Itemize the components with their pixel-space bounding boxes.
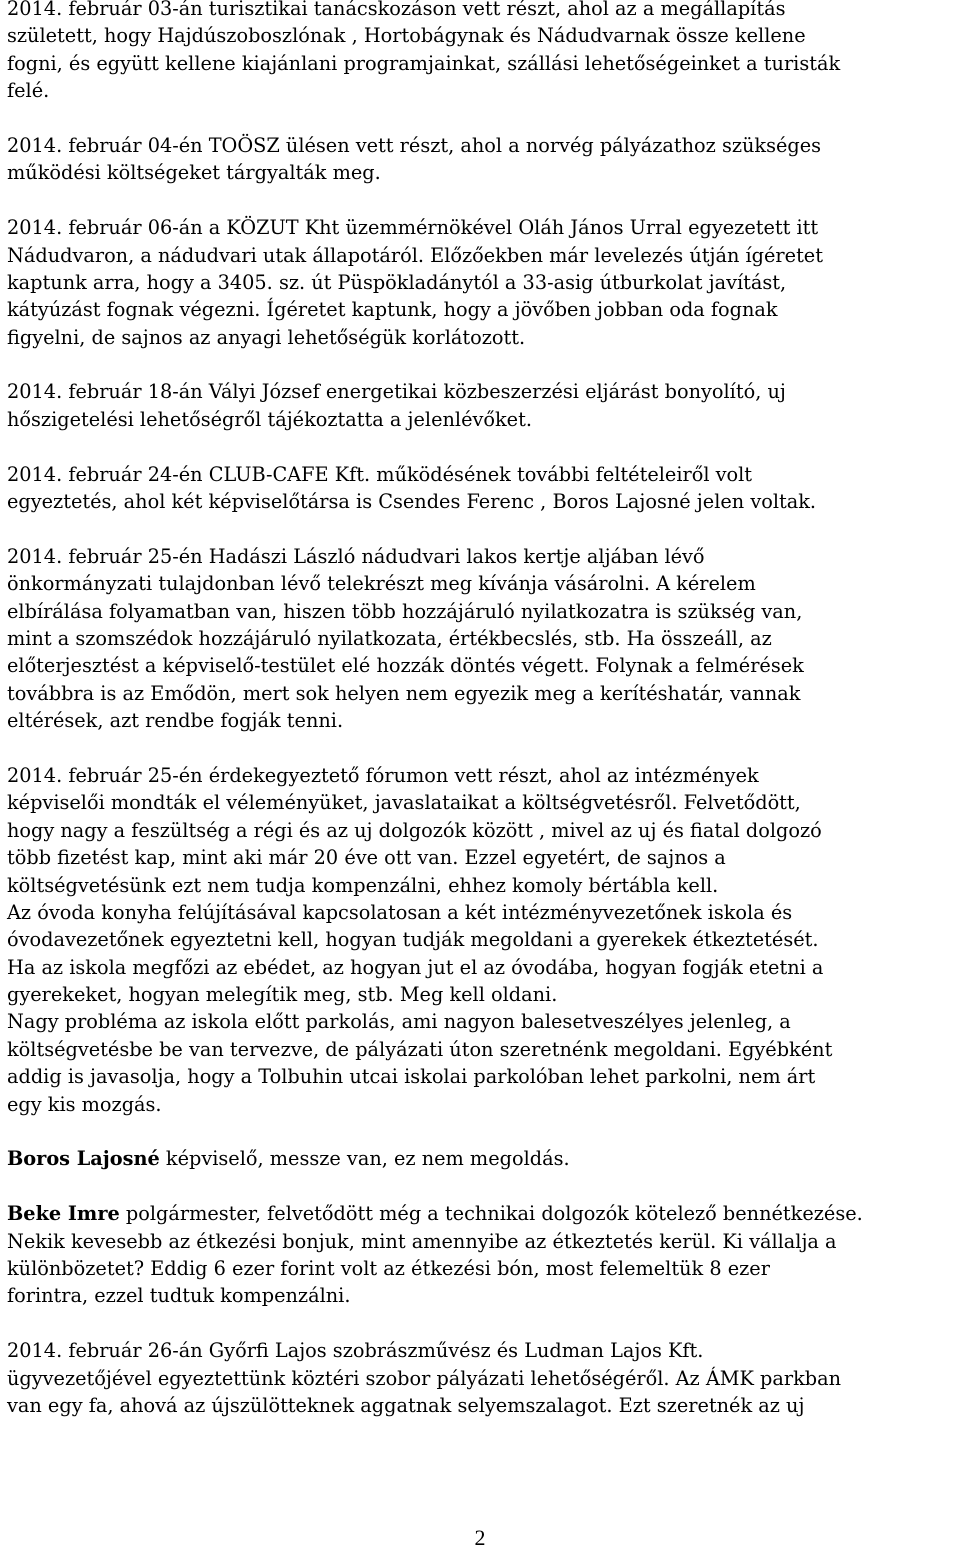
text-line: figyelni, de sajnos az anyagi lehetőségük korlátozott. (7, 325, 526, 349)
speaker-name: Boros Lajosné (7, 1147, 160, 1171)
paragraph-spacer (7, 735, 953, 762)
paragraph-spacer (7, 187, 953, 214)
paragraph-szobor (7, 1337, 953, 1419)
text-line: Nagy probléma az iskola előtt parkolás, ami nagyon balesetveszélyes jelenleg, a (7, 1010, 791, 1034)
paragraph-toosz (7, 132, 953, 187)
speaker-text: képviselő, messze van, ez nem megoldás. (159, 1147, 570, 1171)
text-line: 2014. február 03-án turisztikai tanácskozáson vett részt, ahol az a megállapítás (7, 0, 786, 20)
text-line: 2014. február 25-én érdekegyeztető fórumon vett részt, ahol az intézmények (7, 763, 759, 787)
text-line: önkormányzati tulajdonban lévő telekrészt meg kívánja vásárolni. A kérelem (7, 572, 756, 596)
text-line: egy kis mozgás. (7, 1092, 162, 1116)
text-line: Ha az iskola megfőzi az ebédet, az hogyan jut el az óvodába, hogyan fogják etetni a (7, 955, 824, 979)
paragraph-spacer (7, 105, 953, 132)
paragraph-hadaszi (7, 543, 953, 735)
text-line: addig is javasolja, hogy a Tolbuhin utcai iskolai parkolóban lehet parkolni, nem árt (7, 1065, 816, 1089)
text-line (7, 1145, 953, 1172)
paragraph-kozut (7, 214, 953, 351)
text-line: 2014. február 24-én CLUB-CAFE Kft. működésének további feltételeiről volt (7, 462, 753, 486)
text-line: Nádudvaron, a nádudvari utak állapotáról. Előzőekben már levelezés útján ígéretet (7, 243, 823, 267)
text-line: született, hogy Hajdúszoboszlónak , Hortobágynak és Nádudvarnak össze kellene (7, 24, 806, 48)
text-line: mint a szomszédok hozzájáruló nyilatkozata, értékbecslés, stb. Ha összeáll, az (7, 626, 772, 650)
text-line: működési költségeket tárgyalták meg. (7, 161, 381, 185)
text-line: továbbra is az Emődön, mert sok helyen nem egyezik meg a kerítéshatár, vannak (7, 681, 801, 705)
speaker-name: Beke Imre (7, 1202, 120, 1226)
paragraph-club-cafe (7, 461, 953, 516)
text-line: költségvetésbe be van tervezve, de pályázati úton szeretnénk megoldani. Egyébként (7, 1037, 833, 1061)
text-line: költségvetésünk ezt nem tudja kompenzálni, ehhez komoly bértábla kell. (7, 873, 719, 897)
text-line: egyeztetés, ahol két képviselőtársa is Csendes Ferenc , Boros Lajosné jelen voltak. (7, 490, 817, 514)
text-line: képviselői mondták el véleményüket, javaslataikat a költségvetésről. Felvetődött, (7, 791, 801, 815)
paragraph-beke (7, 1200, 953, 1310)
text-line: 2014. február 26-án Győrfi Lajos szobrászművész és Ludman Lajos Kft. (7, 1339, 704, 1363)
text-line: felé. (7, 79, 50, 103)
paragraph-boros (7, 1145, 953, 1172)
text-line: 2014. február 25-én Hadászi László nádudvari lakos kertje aljában lévő (7, 544, 705, 568)
text-line: több fizetést kap, mint aki már 20 éve ott van. Ezzel egyetért, de sajnos a (7, 846, 726, 870)
text-line: hogy nagy a feszültség a régi és az uj dolgozók között , mivel az uj és fiatal dolgozó (7, 818, 822, 842)
text-line: forintra, ezzel tudtuk kompenzálni. (7, 1284, 351, 1308)
text-line: 2014. február 04-én TOÖSZ ülésen vett részt, ahol a norvég pályázathoz szükséges (7, 133, 822, 157)
paragraph-spacer (7, 1173, 953, 1200)
paragraph-energetikai (7, 378, 953, 433)
paragraph-spacer (7, 1118, 953, 1145)
text-line: Az óvoda konyha felújításával kapcsolatosan a két intézményvezetőnek iskola és (7, 900, 793, 924)
text-line: kátyúzást fognak végezni. Ígéretet kaptunk, hogy a jövőben jobban oda fognak (7, 298, 778, 322)
paragraph-forum (7, 762, 953, 1118)
text-line: óvodavezetőnek egyeztetni kell, hogyan tudják megoldani a gyerekek étkeztetését. (7, 928, 819, 952)
text-line: különbözetet? Eddig 6 ezer forint volt az étkezési bón, most felemeltük 8 ezer (7, 1256, 770, 1280)
page-number: 2 (474, 1525, 486, 1550)
document-page (7, 0, 953, 1419)
paragraph-spacer (7, 433, 953, 460)
text-line: hőszigetelési lehetőségről tájékoztatta a jelenlévőket. (7, 407, 532, 431)
text-line (7, 1200, 953, 1227)
paragraph-spacer (7, 1310, 953, 1337)
text-line: gyerekeket, hogyan melegítik meg, stb. Meg kell oldani. (7, 983, 558, 1007)
text-line: elbírálása folyamatban van, hiszen több hozzájáruló nyilatkozatra is szükség van, (7, 599, 803, 623)
paragraph-spacer (7, 351, 953, 378)
speaker-text: polgármester, felvetődött még a technikai dolgozók kötelező bennétkezése. (119, 1202, 863, 1226)
text-line: kaptunk arra, hogy a 3405. sz. út Püspökladánytól a 33-asig útburkolat javítást, (7, 270, 787, 294)
text-line: ügyvezetőjével egyeztettünk köztéri szobor pályázati lehetőségéről. Az ÁMK parkban (7, 1366, 842, 1390)
text-line: eltérések, azt rendbe fogják tenni. (7, 709, 344, 733)
paragraph-spacer (7, 515, 953, 542)
paragraph-turisztikai (7, 0, 953, 105)
text-line: van egy fa, ahová az újszülötteknek aggatnak selyemszalagot. Ezt szeretnék az uj (7, 1393, 805, 1417)
text-line: 2014. február 06-án a KÖZUT Kht üzemmérnökével Oláh János Urral egyezetett itt (7, 216, 819, 240)
text-line: előterjesztést a képviselő-testület elé hozzák döntés végett. Folynak a felmérések (7, 654, 804, 678)
text-line: fogni, és együtt kellene kiajánlani programjainkat, szállási lehetőségeinket a turisták (7, 51, 841, 75)
text-line: 2014. február 18-án Vályi József energetikai közbeszerzési eljárást bonyolító, uj (7, 380, 786, 404)
text-line: Nekik kevesebb az étkezési bonjuk, mint amennyibe az étkeztetés kerül. Ki vállalja a (7, 1229, 837, 1253)
